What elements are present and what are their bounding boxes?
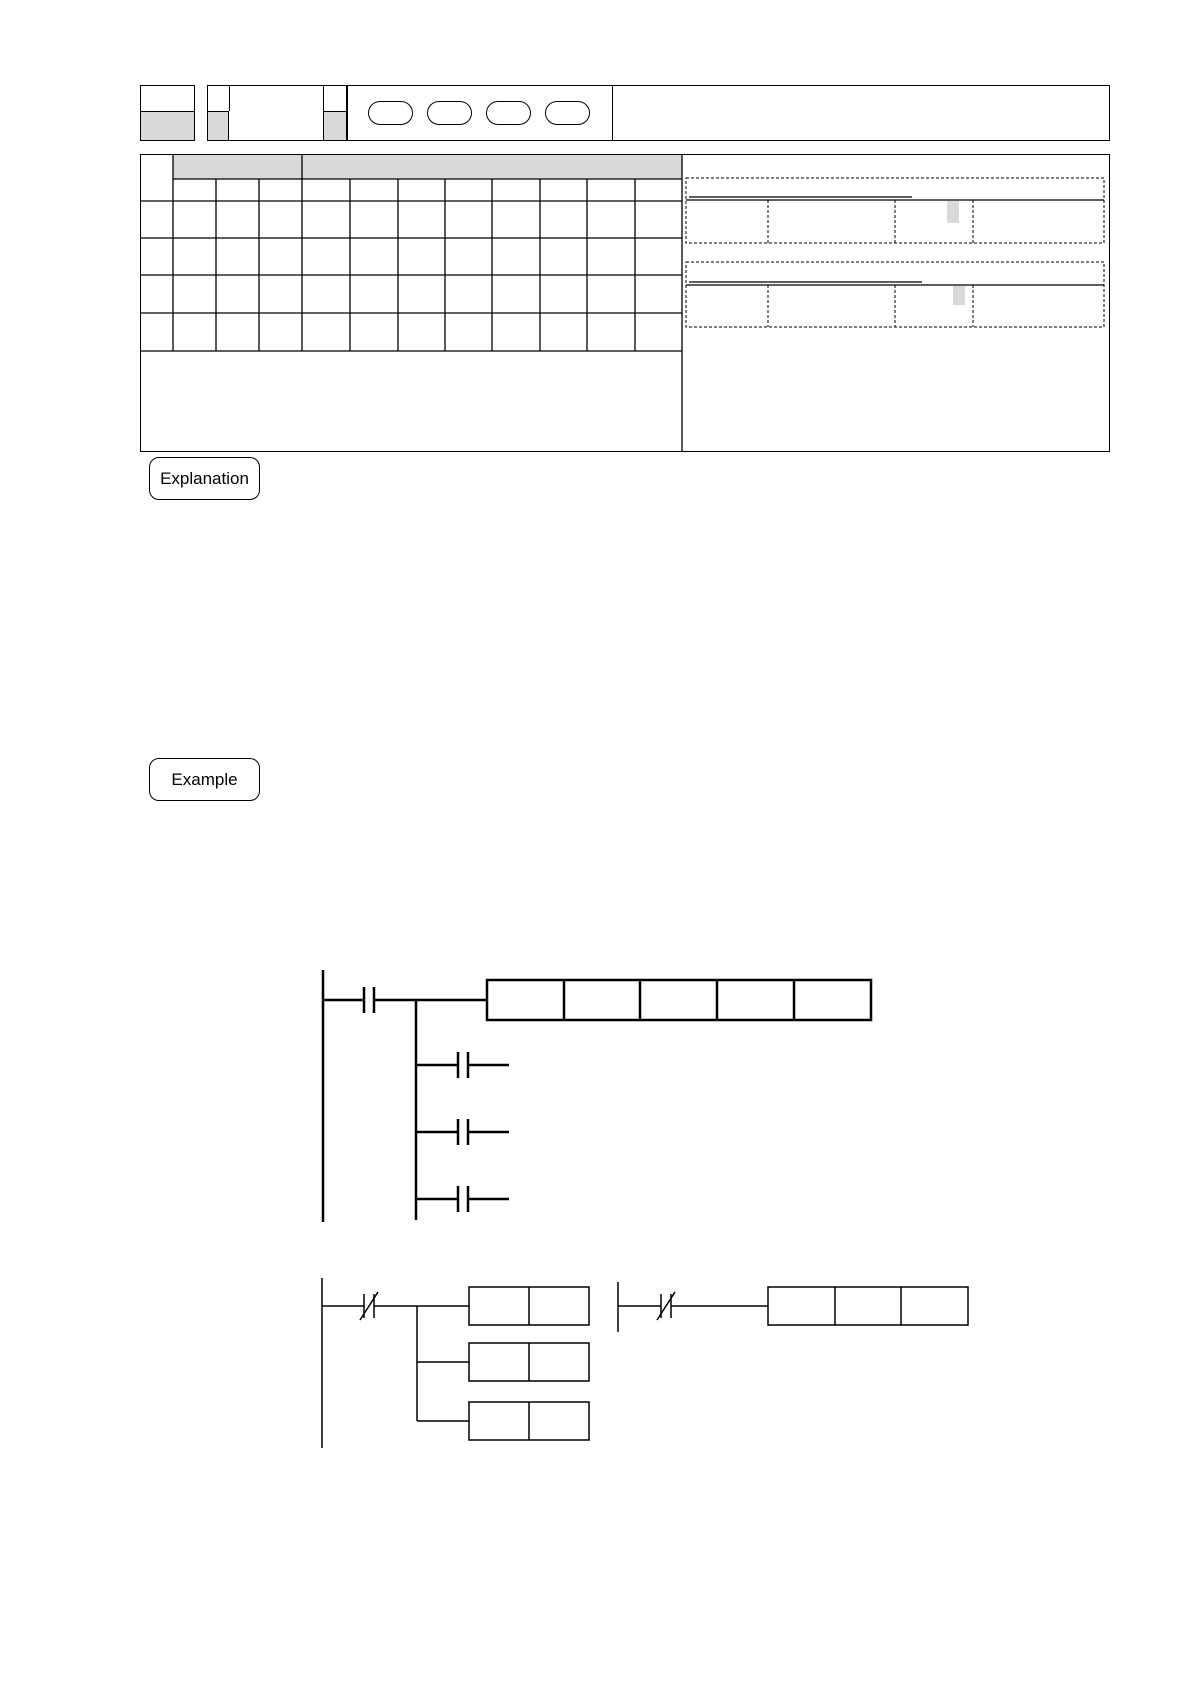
explanation-label: Explanation <box>149 457 260 500</box>
example-label: Example <box>149 758 260 801</box>
